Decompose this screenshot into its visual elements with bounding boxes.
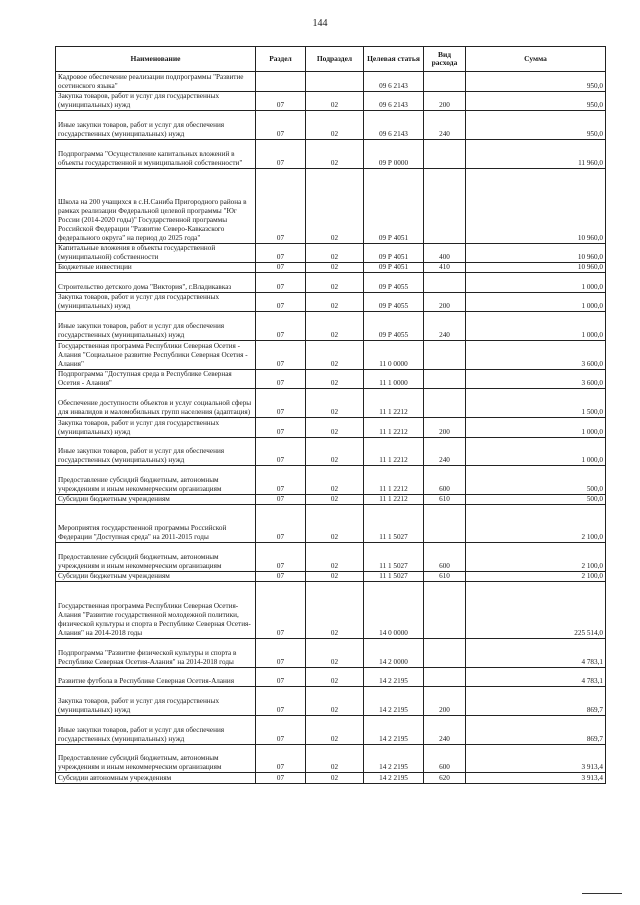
cell-section: 07 [256,168,306,243]
column-header-amount: Сумма [466,47,606,72]
cell-type [424,369,466,389]
cell-section: 07 [256,91,306,111]
cell-amount: 1 000,0 [466,418,606,438]
cell-article: 11 1 5027 [364,505,424,543]
cell-name: Закупка товаров, работ и услуг для государственных (муниципальных) нужд [56,687,256,716]
cell-type: 200 [424,292,466,312]
cell-name: Обеспечение доступности объектов и услуг социальной сферы для инвалидов и маломобильных групп населения (адаптация) [56,389,256,418]
cell-section: 07 [256,263,306,273]
cell-article: 09 Р 4055 [364,292,424,312]
column-header-section: Раздел [256,47,306,72]
cell-type: 400 [424,243,466,263]
cell-type: 600 [424,543,466,572]
cell-article: 11 1 2212 [364,495,424,505]
table-row [56,273,606,293]
cell-subsection: 02 [306,582,364,639]
table-row [56,773,606,783]
cell-type: 620 [424,773,466,783]
cell-amount: 10 960,0 [466,168,606,243]
cell-section: 07 [256,341,306,370]
cell-section: 07 [256,273,306,293]
cell-article: 09 Р 4051 [364,168,424,243]
table-row [56,466,606,495]
cell-amount: 11 960,0 [466,139,606,168]
cell-subsection: 02 [306,312,364,341]
cell-type: 600 [424,466,466,495]
cell-article: 14 2 2195 [364,773,424,783]
cell-article: 09 Р 4051 [364,243,424,263]
cell-amount: 1 000,0 [466,437,606,466]
cell-amount: 3 600,0 [466,369,606,389]
cell-section: 07 [256,744,306,773]
cell-article: 11 0 0000 [364,341,424,370]
table-row [56,744,606,773]
cell-name: Школа на 200 учащихся в с.Н.Саниба Пригородного района в рамках реализации Федеральной целевой программы "Юг России (2014-2020 годы)" Государственной программы Российской Федерации "Развитие Северо-Кавказского федерального округа" на период до 2025 года" [56,168,256,243]
cell-subsection: 02 [306,572,364,582]
cell-subsection: 02 [306,418,364,438]
table-row [56,505,606,543]
cell-amount: 869,7 [466,715,606,744]
cell-section: 07 [256,389,306,418]
cell-name: Подпрограмма "Осуществление капитальных вложений в объекты государственной и муниципальной собственности" [56,139,256,168]
cell-type: 200 [424,418,466,438]
column-header-type: Вид расхода [424,47,466,72]
cell-subsection: 02 [306,638,364,667]
cell-section: 07 [256,418,306,438]
cell-article: 11 1 2212 [364,437,424,466]
cell-subsection: 02 [306,341,364,370]
table-row [56,91,606,111]
cell-subsection: 02 [306,389,364,418]
cell-name: Капитальные вложения в объекты государственной (муниципальной) собственности [56,243,256,263]
cell-article: 11 1 2212 [364,418,424,438]
cell-name: Иные закупки товаров, работ и услуг для обеспечения государственных (муниципальных) нужд [56,111,256,140]
table-body [56,72,606,784]
cell-amount: 3 600,0 [466,341,606,370]
table-row [56,495,606,505]
cell-type [424,168,466,243]
cell-subsection: 02 [306,243,364,263]
cell-article: 09 Р 4055 [364,312,424,341]
cell-section: 07 [256,715,306,744]
table-row [56,312,606,341]
cell-type: 610 [424,495,466,505]
cell-name: Иные закупки товаров, работ и услуг для обеспечения государственных (муниципальных) нужд [56,312,256,341]
cell-name: Предоставление субсидий бюджетным, автономным учреждениям и иным некоммерческим организациям [56,466,256,495]
cell-section: 07 [256,582,306,639]
cell-amount: 500,0 [466,495,606,505]
cell-article: 14 2 2195 [364,744,424,773]
cell-name: Мероприятия государственной программы Российской Федерации "Доступная среда" на 2011-2015 годы [56,505,256,543]
cell-subsection: 02 [306,292,364,312]
cell-section: 07 [256,369,306,389]
table-row [56,437,606,466]
cell-section: 07 [256,543,306,572]
table-row [56,292,606,312]
column-header-subsection: Подраздел [306,47,364,72]
cell-subsection: 02 [306,715,364,744]
cell-name: Закупка товаров, работ и услуг для государственных (муниципальных) нужд [56,418,256,438]
cell-section: 07 [256,773,306,783]
column-header-name: Наименование [56,47,256,72]
table-row [56,389,606,418]
cell-amount: 1 000,0 [466,273,606,293]
cell-name: Иные закупки товаров, работ и услуг для обеспечения государственных (муниципальных) нужд [56,715,256,744]
cell-name: Подпрограмма "Доступная среда в Республике Северная Осетия - Алания" [56,369,256,389]
cell-type: 240 [424,111,466,140]
table-row [56,572,606,582]
cell-subsection: 02 [306,111,364,140]
cell-type [424,638,466,667]
cell-amount: 869,7 [466,687,606,716]
cell-article: 14 2 2195 [364,667,424,687]
cell-subsection: 02 [306,437,364,466]
cell-amount: 950,0 [466,111,606,140]
cell-type [424,389,466,418]
cell-name: Закупка товаров, работ и услуг для государственных (муниципальных) нужд [56,91,256,111]
cell-amount: 950,0 [466,72,606,92]
cell-article: 11 1 2212 [364,466,424,495]
cell-amount: 500,0 [466,466,606,495]
cell-article: 14 0 0000 [364,582,424,639]
cell-amount: 950,0 [466,91,606,111]
cell-section [256,72,306,92]
cell-subsection: 02 [306,505,364,543]
cell-amount: 10 960,0 [466,243,606,263]
table-row [56,341,606,370]
cell-subsection: 02 [306,168,364,243]
table-row [56,139,606,168]
cell-subsection: 02 [306,91,364,111]
cell-section: 07 [256,312,306,341]
cell-name: Закупка товаров, работ и услуг для государственных (муниципальных) нужд [56,292,256,312]
cell-type: 410 [424,263,466,273]
table-row [56,582,606,639]
cell-amount: 1 000,0 [466,292,606,312]
cell-section: 07 [256,437,306,466]
cell-name: Кадровое обеспечение реализации подпрограммы "Развитие осетинского языка" [56,72,256,92]
cell-subsection: 02 [306,773,364,783]
cell-section: 07 [256,687,306,716]
cell-name: Субсидии бюджетным учреждениям [56,572,256,582]
cell-type [424,341,466,370]
cell-article: 09 Р 4055 [364,273,424,293]
cell-section: 07 [256,495,306,505]
cell-subsection: 02 [306,369,364,389]
cell-amount: 1 500,0 [466,389,606,418]
cell-amount: 1 000,0 [466,312,606,341]
cell-section: 07 [256,243,306,263]
column-header-article: Целевая статья [364,47,424,72]
cell-amount: 4 783,1 [466,667,606,687]
table-header [56,47,606,72]
cell-article: 09 6 2143 [364,111,424,140]
cell-type: 240 [424,312,466,341]
footer-rule [582,893,622,894]
cell-article: 11 1 2212 [364,389,424,418]
cell-name: Развитие футбола в Республике Северная Осетия-Алания [56,667,256,687]
cell-article: 14 2 0000 [364,638,424,667]
cell-name: Бюджетные инвестиции [56,263,256,273]
cell-name: Субсидии автономным учреждениям [56,773,256,783]
cell-type [424,505,466,543]
cell-subsection: 02 [306,263,364,273]
cell-article: 09 6 2143 [364,72,424,92]
table-row [56,263,606,273]
cell-type [424,273,466,293]
table-row [56,243,606,263]
cell-section: 07 [256,505,306,543]
cell-amount: 2 100,0 [466,505,606,543]
budget-table [55,46,606,784]
cell-name: Государственная программа Республики Северная Осетия-Алания "Развитие государственной молодежной политики, физической культуры и спорта в Республике Северная Осетия-Алания" на 2014-2018 годы [56,582,256,639]
header-row [56,47,606,72]
cell-type: 200 [424,91,466,111]
cell-subsection [306,72,364,92]
cell-section: 07 [256,667,306,687]
cell-article: 09 Р 0000 [364,139,424,168]
cell-article: 11 1 5027 [364,572,424,582]
cell-name: Подпрограмма "Развитие физической культуры и спорта в Республике Северная Осетия-Алания" на 2014-2018 годы [56,638,256,667]
cell-subsection: 02 [306,139,364,168]
cell-type: 240 [424,437,466,466]
cell-section: 07 [256,572,306,582]
cell-article: 09 6 2143 [364,91,424,111]
cell-name: Предоставление субсидий бюджетным, автономным учреждениям и иным некоммерческим организациям [56,543,256,572]
cell-type: 600 [424,744,466,773]
cell-amount: 2 100,0 [466,572,606,582]
cell-name: Строительство детского дома "Виктория", г.Владикавказ [56,273,256,293]
cell-type [424,72,466,92]
cell-section: 07 [256,111,306,140]
cell-section: 07 [256,139,306,168]
table-row [56,687,606,716]
cell-name: Предоставление субсидий бюджетным, автономным учреждениям и иным некоммерческим организациям [56,744,256,773]
cell-subsection: 02 [306,495,364,505]
cell-subsection: 02 [306,687,364,716]
cell-name: Иные закупки товаров, работ и услуг для обеспечения государственных (муниципальных) нужд [56,437,256,466]
cell-section: 07 [256,292,306,312]
table-row [56,369,606,389]
cell-amount: 4 783,1 [466,638,606,667]
table-row [56,72,606,92]
cell-subsection: 02 [306,273,364,293]
cell-section: 07 [256,638,306,667]
cell-amount: 10 960,0 [466,263,606,273]
table-row [56,111,606,140]
table-row [56,168,606,243]
table-row [56,418,606,438]
cell-type: 610 [424,572,466,582]
cell-article: 11 1 5027 [364,543,424,572]
cell-article: 11 1 0000 [364,369,424,389]
cell-subsection: 02 [306,466,364,495]
cell-subsection: 02 [306,667,364,687]
cell-subsection: 02 [306,744,364,773]
cell-type [424,582,466,639]
cell-type [424,667,466,687]
cell-name: Субсидии бюджетным учреждениям [56,495,256,505]
cell-amount: 2 100,0 [466,543,606,572]
cell-amount: 3 913,4 [466,744,606,773]
cell-article: 14 2 2195 [364,715,424,744]
page-number: 144 [312,18,328,29]
cell-type [424,139,466,168]
cell-amount: 3 913,4 [466,773,606,783]
cell-article: 14 2 2195 [364,687,424,716]
table-row [56,715,606,744]
cell-article: 09 Р 4051 [364,263,424,273]
table-row [56,667,606,687]
table-row [56,638,606,667]
cell-name: Государственная программа Республики Северная Осетия - Алания "Социальное развитие Республики Северная Осетия - Алания" [56,341,256,370]
cell-type: 200 [424,687,466,716]
cell-subsection: 02 [306,543,364,572]
cell-type: 240 [424,715,466,744]
table-row [56,543,606,572]
cell-section: 07 [256,466,306,495]
cell-amount: 225 514,0 [466,582,606,639]
